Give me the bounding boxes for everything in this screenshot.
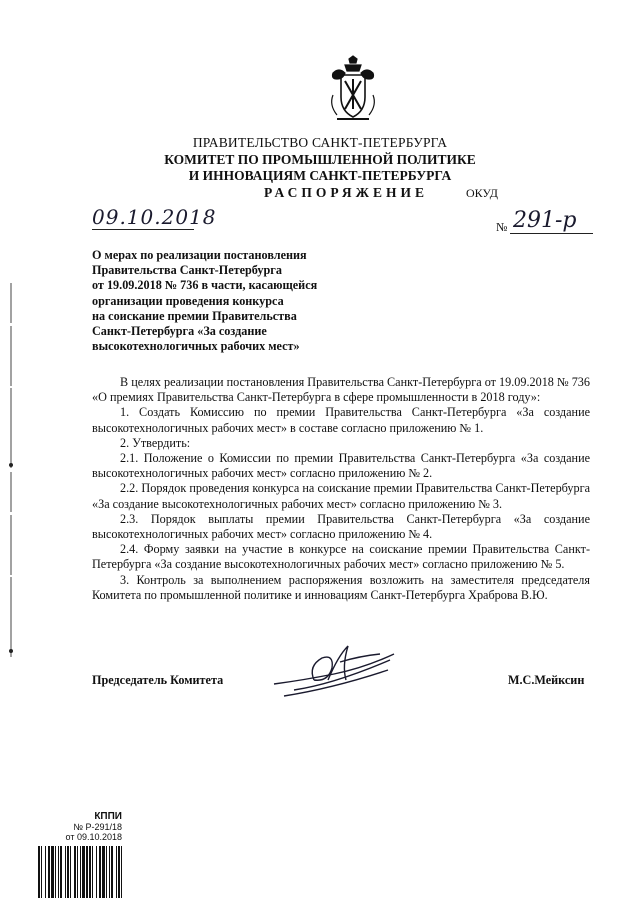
body-paragraph: 2.4. Форму заявки на участие в конкурсе на соискание премии Правительства Санкт-Петербурга «За создание высокотехнологичных рабочих мест» согласно приложению № 5.	[92, 542, 590, 572]
okud-label: ОКУД	[466, 186, 498, 200]
number-underline	[510, 233, 593, 234]
document-number: 291-р	[513, 208, 577, 233]
document-date: 09.10.2018	[92, 205, 217, 229]
document-body	[92, 375, 590, 603]
barcode-bar	[106, 846, 107, 898]
stamp-org: КППИ	[94, 811, 122, 822]
handwritten-signature	[264, 640, 404, 704]
barcode-bar	[86, 846, 88, 898]
title-line: Правительства Санкт-Петербурга	[92, 263, 282, 278]
barcode-bar	[41, 846, 42, 898]
title-line: Санкт-Петербурга «За создание	[92, 324, 267, 339]
stamp-number: № Р-291/18	[73, 822, 122, 832]
signatory-position: Председатель Комитета	[92, 673, 224, 687]
body-paragraph: 2.1. Положение о Комиссии по премии Правительства Санкт-Петербурга «За создание высокотехнологичных рабочих мест» согласно приложению № 2.	[92, 451, 590, 481]
barcode-bar	[45, 846, 46, 898]
barcode-bar	[80, 846, 81, 898]
barcode-bar	[121, 846, 122, 898]
barcode-bar	[82, 846, 85, 898]
title-line: организации проведения конкурса	[92, 293, 284, 308]
title-line: О мерах по реализации постановления	[92, 248, 307, 262]
barcode-bar	[89, 846, 91, 898]
barcode-bar	[67, 846, 69, 898]
barcode-bar	[109, 846, 110, 898]
barcode-bar	[96, 846, 97, 898]
barcode-bar	[38, 846, 40, 898]
barcode-bar	[99, 846, 101, 898]
barcode	[38, 846, 122, 898]
barcode-bar	[60, 846, 62, 898]
number-label: №	[496, 220, 508, 234]
barcode-bar	[65, 846, 66, 898]
body-paragraph: В целях реализации постановления Правительства Санкт-Петербурга от 19.09.2018 № 736 «О премиях Правительства Санкт-Петербурга в сфере промышленности в 2018 году»:	[92, 375, 590, 405]
body-paragraph: 2.3. Порядок выплаты премии Правительства Санкт-Петербурга «За создание высокотехнологичных рабочих мест» согласно приложению № 4.	[92, 511, 590, 542]
coat-of-arms-emblem	[327, 55, 379, 125]
barcode-bar	[70, 846, 71, 898]
barcode-bar	[118, 846, 120, 898]
title-line: высокотехнологичных рабочих мест»	[92, 339, 300, 354]
document-type: РАСПОРЯЖЕНИЕ	[264, 185, 429, 200]
barcode-bar	[58, 846, 59, 898]
stamp-date: от 09.10.2018	[65, 832, 122, 842]
barcode-bar	[55, 846, 56, 898]
title-line: от 19.09.2018 № 736 в части, касающейся	[92, 278, 318, 293]
barcode-bar	[48, 846, 50, 898]
body-paragraph: 1. Создать Комиссию по премии Правительства Санкт-Петербурга «За создание высокотехнологичных рабочих мест» в составе согласно приложению № 1.	[92, 405, 590, 435]
body-paragraph: 2.2. Порядок проведения конкурса на соискание премии Правительства Санкт-Петербурга «За создание высокотехнологичных рабочих мест» согласно приложению № 3.	[92, 481, 590, 511]
document-title	[92, 248, 372, 354]
margin-mark	[2, 283, 16, 658]
title-line: на соискание премии Правительства	[92, 308, 297, 323]
barcode-bar	[51, 846, 54, 898]
registration-stamp	[38, 812, 122, 842]
government-name: ПРАВИТЕЛЬСТВО САНКТ-ПЕТЕРБУРГА	[192, 135, 448, 150]
signatory-name: М.С.Мейксин	[508, 673, 585, 687]
barcode-bar	[102, 846, 105, 898]
barcode-bar	[111, 846, 113, 898]
date-underline	[92, 229, 194, 230]
committee-name-line1: КОМИТЕТ ПО ПРОМЫШЛЕННОЙ ПОЛИТИКЕ	[164, 152, 476, 167]
barcode-bar	[74, 846, 76, 898]
committee-name-line2: И ИННОВАЦИЯМ САНКТ-ПЕТЕРБУРГА	[188, 168, 452, 183]
body-paragraph: 2. Утвердить:	[120, 435, 191, 450]
barcode-bar	[116, 846, 117, 898]
body-paragraph: 3. Контроль за выполнением распоряжения возложить на заместителя председателя Комитета по промышленной политике и инновациям Санкт-Петербурга Храброва В.Ю.	[92, 572, 590, 602]
barcode-bar	[92, 846, 93, 898]
barcode-bar	[77, 846, 78, 898]
